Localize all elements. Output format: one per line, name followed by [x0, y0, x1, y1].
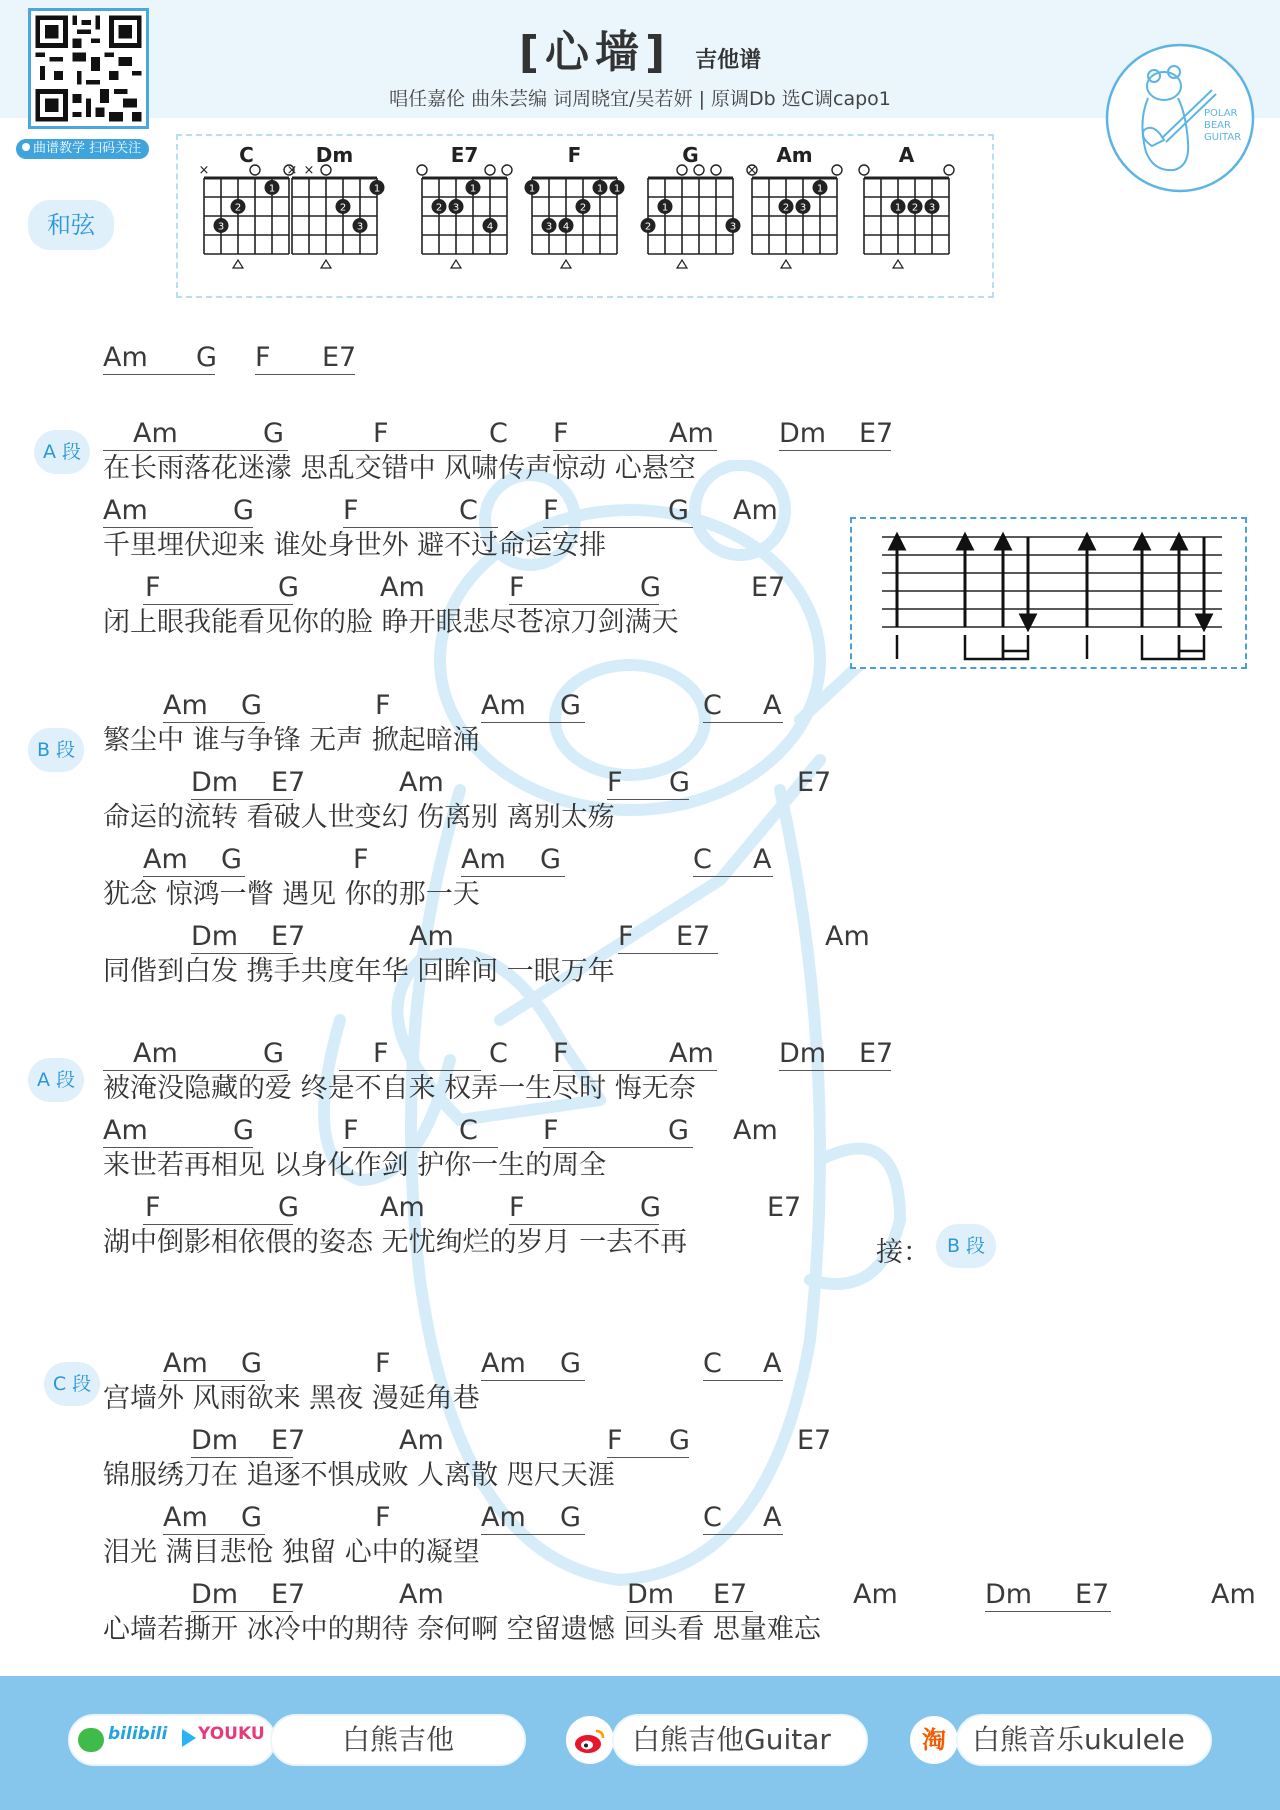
taobao-icon — [910, 1716, 958, 1764]
chords-section-label: 和弦 — [28, 200, 114, 250]
chord-underline — [103, 342, 215, 375]
lyric-text: 被淹没隐藏的爱 终是不自来 权弄一生尽时 悔无奈 — [103, 1073, 696, 1104]
chord-diagram — [525, 143, 625, 268]
lyric-text: 闭上眼我能看见你的脸 睁开眼悲尽苍凉刀剑满天 — [103, 607, 679, 638]
finger-number: 1 — [268, 183, 276, 195]
chord-row — [103, 572, 786, 606]
lyric-line — [103, 1502, 782, 1570]
chord-underline — [103, 1038, 288, 1071]
chord-underline — [481, 1502, 585, 1535]
chord-label: Am — [380, 1192, 425, 1223]
taobao-char: 淘 — [922, 1726, 946, 1754]
logo-line-1: POLAR — [1204, 108, 1238, 119]
youku-logo: YOUKU — [198, 1724, 265, 1744]
chord-label: E7 — [271, 767, 306, 798]
chord-label: Am — [481, 1348, 526, 1379]
chord-label: A — [753, 844, 772, 875]
qr-caption — [16, 139, 149, 159]
chord-name: G — [682, 143, 699, 167]
chord-label: F — [373, 418, 389, 449]
chord-label: E7 — [271, 1579, 306, 1610]
chord-label: A — [763, 1502, 782, 1533]
chord-label: Am — [825, 921, 870, 952]
chord-label: Am — [133, 1038, 178, 1069]
chord-label: F — [607, 1425, 623, 1456]
chord-underline — [607, 1425, 689, 1458]
chord-underline — [543, 1115, 693, 1148]
chord-label: F — [509, 1192, 525, 1223]
lyric-text: 在长雨落花迷濛 思乱交错中 风啸传声惊动 心悬空 — [103, 453, 696, 484]
chord-label: F — [553, 1038, 569, 1069]
lyric-line — [103, 921, 870, 989]
finger-number: 4 — [486, 221, 494, 233]
chord-underline — [103, 495, 253, 528]
chord-label: Am — [163, 690, 208, 721]
lyric-text: 千里埋伏迎来 谁处身世外 避不过命运安排 — [103, 530, 607, 561]
logo-line-2: BEAR — [1204, 120, 1231, 131]
chord-name: E7 — [450, 143, 479, 167]
muted-string-mark: × — [286, 163, 298, 178]
lyric-line — [103, 1579, 1256, 1647]
chord-label: Am — [733, 495, 778, 526]
chord-label: G — [668, 1115, 689, 1146]
chord-label: F — [607, 767, 623, 798]
lyric-line — [103, 572, 786, 640]
chord-label: C — [459, 1115, 478, 1146]
chord-label: F — [375, 1502, 391, 1533]
chord-label: Am — [409, 921, 454, 952]
chord-row — [103, 767, 832, 801]
chord-label: G — [233, 1115, 254, 1146]
chord-label: Am — [461, 844, 506, 875]
chord-underline — [255, 342, 355, 375]
lyric-line — [103, 1425, 832, 1493]
chord-label: F — [375, 690, 391, 721]
chord-underline — [191, 1579, 293, 1612]
lyric-line — [103, 1115, 778, 1183]
lyric-text: 来世若再相见 以身化作剑 护你一生的周全 — [103, 1150, 607, 1181]
strum-pattern — [850, 517, 1247, 669]
chord-label: Am — [733, 1115, 778, 1146]
chord-underline — [703, 1502, 783, 1535]
chord-diagrams — [176, 134, 994, 298]
chord-underline — [481, 690, 585, 723]
chord-label: Am — [133, 418, 178, 449]
chord-diagram — [287, 143, 385, 268]
chord-underline — [509, 1192, 659, 1225]
chord-label: Dm — [191, 767, 239, 798]
chord-row — [103, 844, 772, 878]
chord-label: G — [233, 495, 254, 526]
finger-number: 3 — [452, 202, 460, 214]
chord-name: F — [567, 143, 582, 167]
chord-underline — [779, 1038, 894, 1071]
finger-number: 1 — [894, 202, 902, 214]
footer — [0, 1676, 1280, 1810]
chord-row — [103, 1502, 782, 1536]
section-b-label: B 段 — [28, 728, 84, 772]
finger-number: 1 — [373, 183, 381, 195]
qr-caption-text: 曲谱教学 扫码关注 — [33, 141, 142, 156]
video-platforms-pill[interactable] — [68, 1714, 276, 1766]
finger-number: 1 — [661, 202, 669, 214]
chord-row — [103, 1038, 894, 1072]
finger-number: 3 — [545, 221, 553, 233]
chord-underline — [339, 418, 481, 451]
section-a2-label: A 段 — [28, 1058, 84, 1102]
wechat-icon — [78, 1728, 104, 1752]
weibo-icon — [566, 1716, 614, 1764]
chord-name: Dm — [315, 143, 354, 167]
lyric-text: 湖中倒影相依偎的姿态 无忧绚烂的岁月 一去不再 — [103, 1227, 688, 1258]
chord-underline — [985, 1579, 1111, 1612]
lyric-line — [103, 1038, 894, 1106]
chord-label: C — [489, 418, 508, 449]
chord-label: C — [693, 844, 712, 875]
lyric-line — [103, 418, 894, 486]
lyric-line — [103, 495, 778, 563]
chord-label: E7 — [1075, 1579, 1110, 1610]
chord-label: Dm — [191, 921, 239, 952]
chord-label: G — [221, 844, 242, 875]
chord-label: G — [668, 495, 689, 526]
song-name: [心墙] — [518, 27, 672, 78]
chord-label: G — [263, 418, 284, 449]
channel-bilibili-youku[interactable]: 白熊吉他 — [270, 1714, 526, 1766]
chord-label: Am — [103, 342, 148, 373]
chord-diagram — [747, 143, 842, 268]
chord-label: Dm — [191, 1579, 239, 1610]
chord-label: G — [241, 1348, 262, 1379]
chord-name: C — [239, 143, 254, 167]
chord-label: Am — [163, 1348, 208, 1379]
song-title — [0, 16, 1280, 80]
finger-number: 3 — [729, 221, 737, 233]
polar-bear-guitar-logo — [1104, 42, 1256, 198]
chord-label: Am — [103, 1115, 148, 1146]
chord-label: E7 — [767, 1192, 802, 1223]
lyric-line — [103, 1192, 802, 1260]
chord-underline — [553, 1038, 717, 1071]
chord-label: C — [703, 1348, 722, 1379]
chord-name: Am — [776, 143, 813, 167]
chord-label: Dm — [779, 1038, 827, 1069]
finger-number: 1 — [528, 183, 536, 195]
chord-label: E7 — [797, 767, 832, 798]
chord-label: G — [669, 767, 690, 798]
chord-label: G — [560, 1348, 581, 1379]
chord-label: G — [263, 1038, 284, 1069]
lyric-text: 宫墙外 风雨欲来 黑夜 漫延角巷 — [103, 1383, 480, 1414]
finger-number: 2 — [234, 202, 242, 214]
chord-label: Am — [399, 1425, 444, 1456]
chord-name: A — [898, 143, 915, 167]
finger-number: 2 — [339, 202, 347, 214]
chord-label: E7 — [713, 1579, 748, 1610]
chord-label: Am — [103, 495, 148, 526]
finger-number: 2 — [579, 202, 587, 214]
chord-label: C — [703, 690, 722, 721]
chord-label: F — [343, 1115, 359, 1146]
chord-label: G — [560, 690, 581, 721]
chord-underline — [343, 495, 498, 528]
chord-label: E7 — [322, 342, 357, 373]
chord-label: Am — [669, 418, 714, 449]
chord-label: Am — [380, 572, 425, 603]
chord-underline — [779, 418, 894, 451]
chord-label: E7 — [859, 418, 894, 449]
chord-underline — [481, 1348, 585, 1381]
chord-label: E7 — [676, 921, 711, 952]
logo-line-3: GUITAR — [1204, 132, 1242, 143]
chord-underline — [143, 1192, 293, 1225]
finger-number: 1 — [816, 183, 824, 195]
chord-underline — [693, 844, 773, 877]
chord-row — [103, 1115, 778, 1149]
chord-label: Am — [399, 1579, 444, 1610]
chord-underline — [618, 921, 718, 954]
chord-label: E7 — [859, 1038, 894, 1069]
chord-underline — [627, 1579, 753, 1612]
chord-underline — [607, 767, 689, 800]
chord-label: C — [703, 1502, 722, 1533]
lyric-text: 心墙若撕开 冰冷中的期待 奈何啊 空留遗憾 回头看 思量难忘 — [103, 1614, 821, 1645]
chord-row — [103, 1579, 1256, 1613]
chord-label: C — [489, 1038, 508, 1069]
lyric-text: 命运的流转 看破人世变幻 伤离别 离别太殇 — [103, 802, 615, 833]
chord-underline — [703, 690, 783, 723]
chord-label: F — [145, 572, 161, 603]
chord-label: G — [640, 572, 661, 603]
lyric-text: 犹念 惊鸿一瞥 遇见 你的那一天 — [103, 879, 480, 910]
chord-label: Am — [163, 1502, 208, 1533]
chord-underline — [509, 572, 659, 605]
chord-label: F — [353, 844, 369, 875]
chord-label: E7 — [271, 921, 306, 952]
chord-label: Dm — [627, 1579, 675, 1610]
chord-row — [103, 690, 782, 724]
chord-label: G — [540, 844, 561, 875]
lyric-line — [103, 690, 782, 758]
muted-string-mark: × — [303, 163, 315, 178]
sheet-kind: 吉他谱 — [695, 48, 762, 73]
lyric-line — [103, 844, 772, 912]
chord-label: E7 — [797, 1425, 832, 1456]
chord-diagram — [859, 143, 954, 268]
chord-underline — [191, 921, 293, 954]
chord-label: F — [509, 572, 525, 603]
chord-row — [103, 1425, 832, 1459]
lyric-text: 同偕到白发 携手共度年华 回眸间 一眼万年 — [103, 956, 615, 987]
lyric-text: 锦服绣刀在 追逐不惧成败 人离散 咫尺天涯 — [103, 1460, 615, 1491]
chord-row — [103, 921, 870, 955]
chord-label: G — [278, 572, 299, 603]
chord-label: F — [373, 1038, 389, 1069]
jump-label: 接： — [876, 1237, 930, 1268]
chord-label: C — [459, 495, 478, 526]
lyric-text: 繁尘中 谁与争锋 无声 掀起暗涌 — [103, 725, 480, 756]
chord-label: Am — [481, 690, 526, 721]
chord-underline — [343, 1115, 498, 1148]
chord-label: Dm — [985, 1579, 1033, 1610]
chord-underline — [191, 1425, 293, 1458]
chord-underline — [543, 495, 693, 528]
jump-target-label[interactable]: B 段 — [936, 1224, 996, 1268]
dot-icon — [22, 143, 30, 151]
chord-label: A — [763, 690, 782, 721]
chord-label: Am — [669, 1038, 714, 1069]
chord-underline — [103, 1115, 253, 1148]
finger-number: 2 — [911, 202, 919, 214]
finger-number: 2 — [782, 202, 790, 214]
chord-underline — [143, 844, 245, 877]
finger-number: 2 — [644, 221, 652, 233]
chord-diagram — [199, 143, 294, 268]
chord-label: Am — [399, 767, 444, 798]
chord-underline — [461, 844, 565, 877]
chord-label: Am — [853, 1579, 898, 1610]
youku-icon — [182, 1729, 196, 1747]
finger-number: 3 — [356, 221, 364, 233]
chord-label: G — [241, 1502, 262, 1533]
chord-underline — [163, 1502, 265, 1535]
chord-underline — [703, 1348, 783, 1381]
chord-label: G — [669, 1425, 690, 1456]
chord-label: F — [618, 921, 634, 952]
chord-label: Dm — [779, 418, 827, 449]
chord-row — [103, 495, 778, 529]
chord-diagram — [417, 143, 512, 268]
chord-diagram-svg — [178, 136, 996, 300]
chord-label: E7 — [751, 572, 786, 603]
chord-label: Am — [143, 844, 188, 875]
finger-number: 3 — [928, 202, 936, 214]
chord-label: F — [375, 1348, 391, 1379]
chord-underline — [191, 767, 293, 800]
chord-label: G — [278, 1192, 299, 1223]
chord-label: G — [241, 690, 262, 721]
finger-number: 3 — [217, 221, 225, 233]
chord-label: Am — [481, 1502, 526, 1533]
finger-number: 2 — [435, 202, 443, 214]
chord-underline — [553, 418, 717, 451]
lyric-line — [103, 1348, 782, 1416]
chord-underline — [143, 572, 293, 605]
song-credits: 唱任嘉伦 曲朱芸编 词周晓宜/吴若妍 | 原调Db 选C调capo1 — [389, 88, 891, 110]
section-a-label: A 段 — [34, 430, 90, 474]
chord-row — [103, 1348, 782, 1382]
chord-label: G — [196, 342, 217, 373]
finger-number: 1 — [613, 183, 621, 195]
chord-row — [103, 1192, 802, 1226]
muted-string-mark: × — [746, 163, 758, 178]
chord-label: F — [543, 495, 559, 526]
chord-label: F — [543, 1115, 559, 1146]
lyric-line — [103, 767, 832, 835]
chord-underline — [103, 418, 288, 451]
chord-underline — [163, 690, 265, 723]
channel-weibo[interactable]: 白熊吉他Guitar — [612, 1714, 868, 1766]
channel-taobao[interactable]: 白熊音乐ukulele — [956, 1714, 1212, 1766]
chord-label: F — [255, 342, 271, 373]
finger-number: 4 — [562, 221, 570, 233]
chord-label: G — [640, 1192, 661, 1223]
chord-label: F — [145, 1192, 161, 1223]
chord-label: Dm — [191, 1425, 239, 1456]
chord-label: E7 — [271, 1425, 306, 1456]
finger-number: 1 — [596, 183, 604, 195]
muted-string-mark: × — [198, 163, 210, 178]
chord-label: G — [560, 1502, 581, 1533]
chord-label: F — [553, 418, 569, 449]
chord-row — [103, 418, 894, 452]
finger-number: 3 — [799, 202, 807, 214]
lyric-text: 泪光 满目悲怆 独留 心中的凝望 — [103, 1537, 480, 1568]
chord-underline — [339, 1038, 481, 1071]
bilibili-logo: bilibili — [108, 1724, 168, 1744]
chord-label: F — [343, 495, 359, 526]
chord-label: Am — [1211, 1579, 1256, 1610]
finger-number: 1 — [469, 183, 477, 195]
section-c-label: C 段 — [44, 1362, 100, 1406]
chord-underline — [163, 1348, 265, 1381]
chord-diagram — [641, 143, 741, 268]
chord-label: A — [763, 1348, 782, 1379]
